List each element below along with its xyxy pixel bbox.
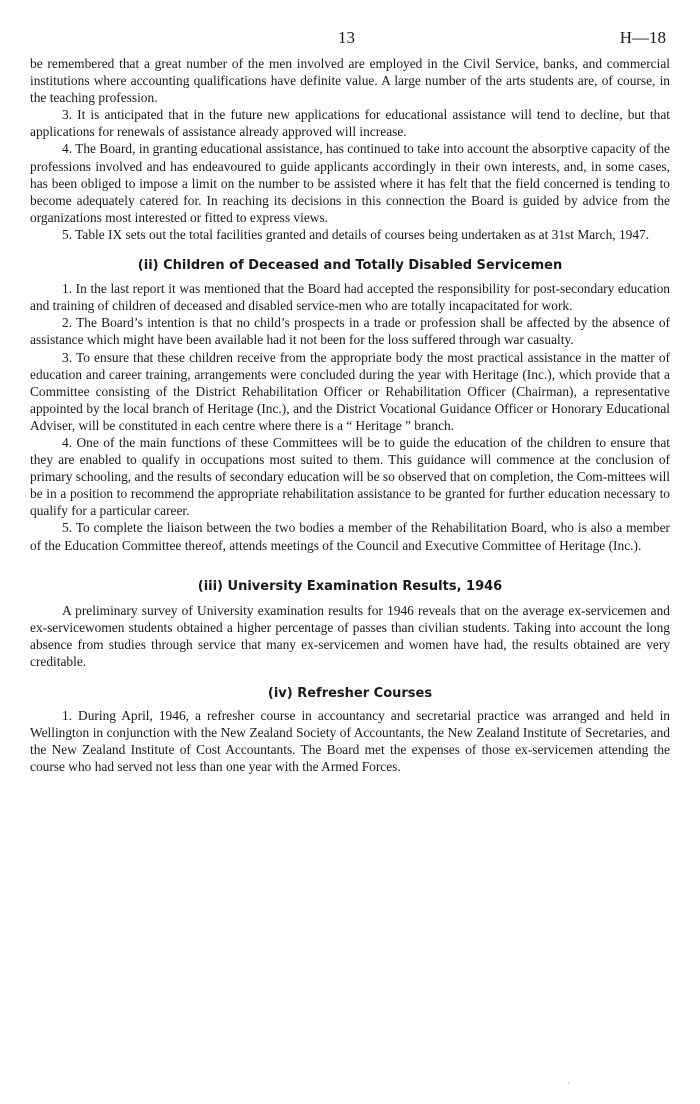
print-mark: · [567, 1079, 570, 1088]
page-number: 13 [338, 28, 355, 47]
paragraph-3: 3. It is anticipated that in the future new applications for educational assistance will tend to decline, but that applications for renewals of assistance already approved will increase. [30, 107, 670, 140]
children-paragraph-1: 1. In the last report it was mentioned that the Board had accepted the responsibility for post-secondary education and training of children of deceased and disabled service-men who are totally incapacitated for work. [30, 281, 670, 314]
refresher-courses-paragraph: 1. During April, 1946, a refresher course in accountancy and secretarial practice was arranged and held in Wellington in conjunction with the New Zealand Society of Accountants, the New Zealand Institute of Secretaries, and the New Zealand Institute of Cost Accountants. The Board met the expenses of those ex-servicemen attending the course who had served not less than one year with the Armed Forces. [30, 708, 670, 775]
children-paragraph-5: 5. To complete the liaison between the two bodies a member of the Rehabilitation Board, who is also a member of the Education Committee thereof, attends meetings of the Council and Executive Committee of Heritage (Inc.). [30, 520, 670, 553]
paragraph-5: 5. Table IX sets out the total facilities granted and details of courses being undertaken as at 31st March, 1947. [62, 226, 650, 242]
continuation-paragraph: be remembered that a great number of the men involved are employed in the Civil Service, banks, and commercial institutions where accounting qualifications have definite value. A large number of the arts students are, of course, in the teaching profession. [30, 56, 670, 106]
university-results-paragraph: A preliminary survey of University examination results for 1946 reveals that on the average ex-servicemen and ex-servicewomen students obtained a higher percentage of passes than civilian students. Taking into account the long absence from studies through service that many ex-servicemen and women have had, the results obtained are very creditable. [30, 602, 670, 669]
page-body [30, 55, 670, 776]
children-paragraph-4: 4. One of the main functions of these Committees will be to guide the education of the children to ensure that they are enabled to qualify in occupations most suited to them. This guidance will commence at the conclusion of primary schooling, and the results of secondary education will be so observed that on completion, the Com-mittees will be in a position to recommend the appropriate rehabilitation assistance to be granted for further education necessary to qualify for a particular career. [30, 434, 671, 519]
paragraph-4: 4. The Board, in granting educational assistance, has continued to take into account the absorptive capacity of the professions involved and has endeavoured to guide applicants accordingly in their own interests, and, in some cases, has been obliged to impose a limit on the number to be assisted where it has felt that the field concerned is tending to become adequately catered for. In reaching its decisions in this connection the Board is guided by advice from the organizations most interested or fitted to express views. [30, 141, 670, 225]
document-reference: H—18 [619, 28, 666, 47]
section-heading-children: (ii) Children of Deceased and Totally Disabled Servicemen [137, 258, 563, 274]
section-heading-university-results: (iii) University Examination Results, 1946 [197, 578, 503, 594]
section-heading-refresher-courses: (iv) Refresher Courses [267, 686, 433, 702]
page-header [0, 28, 700, 52]
children-paragraph-3: 3. To ensure that these children receive from the appropriate body the most practical assistance in the matter of education and career training, arrangements were concluded during the year with Heritage (Inc.), which provide that a Committee consisting of the District Rehabilitation Officer or Rehabilitation Officer (Chairman), a representative appointed by the local branch of Heritage (Inc.), and the District Vocational Guidance Officer or Honorary Educational Adviser, will be constituted in each centre where there is a “ Heritage ” branch. [30, 349, 670, 433]
children-paragraph-2: 2. The Board’s intention is that no child’s prospects in a trade or profession shall be affected by the absence of assistance which might have been available had it not been for the loss suffered through war casualty. [30, 315, 670, 348]
